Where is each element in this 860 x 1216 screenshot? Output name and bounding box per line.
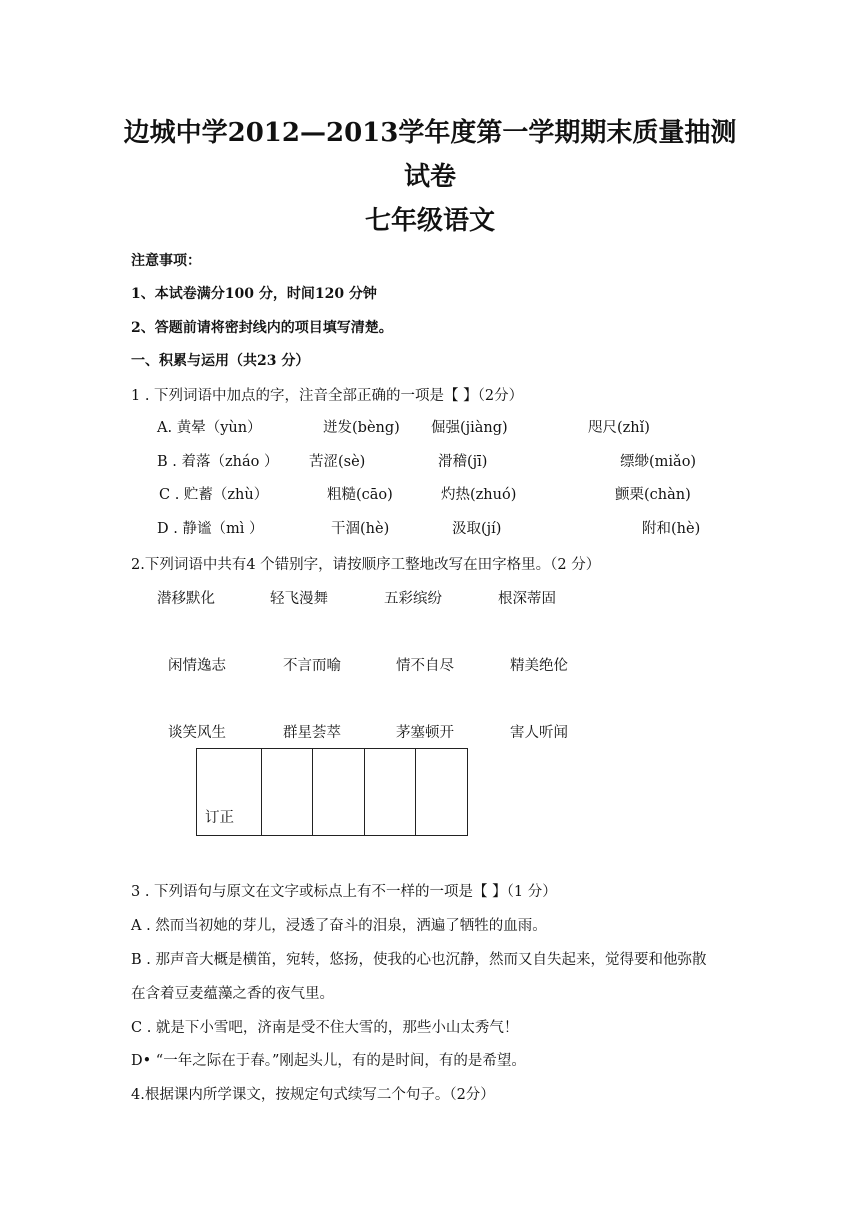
grid-answer-cell-1[interactable]: [261, 749, 313, 835]
q2-word: 群星荟萃: [283, 725, 341, 741]
q1-option-d: D . 静谧（mì ）: [157, 521, 264, 537]
q1-option-b-word3: 滑稽(jī): [438, 454, 488, 470]
q1-stem: 1 . 下列词语中加点的字，注音全部正确的一项是【 】（2分）: [131, 388, 524, 404]
q2-word: 闲情逸志: [168, 658, 226, 674]
notice-item-2: 2、答题前请将密封线内的项目填写清楚。: [131, 320, 393, 336]
q2-word: 害人听闻: [510, 725, 568, 741]
q2-word: 不言而喻: [283, 658, 341, 674]
q4-stem: 4.根据课内所学课文，按规定句式续写二个句子。（2分）: [131, 1087, 495, 1103]
q1-option-a-word2: 迸发(bèng): [323, 420, 400, 436]
q3-stem: 3 . 下列语句与原文在文字或标点上有不一样的一项是【 】（1 分）: [131, 884, 557, 900]
q2-word: 五彩缤纷: [384, 591, 442, 607]
q1-option-d-word2: 干涸(hè): [331, 521, 390, 537]
exam-title-line2: 试卷: [403, 162, 456, 192]
q1-option-b-word2: 苦涩(sè): [309, 454, 366, 470]
q3-option-b-cont: 在含着豆麦蕴藻之香的夜气里。: [131, 986, 334, 1002]
exam-title: 边城中学2012—2013学年度第一学期期末质量抽测: [123, 118, 737, 148]
q3-option-b: B . 那声音大概是横笛，宛转，悠扬，使我的心也沉静，然而又自失起来，觉得要和他弥散: [131, 952, 707, 968]
q1-option-a-word3: 倔强(jiàng): [431, 420, 508, 436]
q1-option-c-word2: 粗糙(cāo): [327, 487, 393, 503]
q1-option-a-word4: 咫尺(zhǐ): [588, 420, 650, 436]
q1-option-d-word4: 附和(hè): [642, 521, 701, 537]
q2-word: 谈笑风生: [168, 725, 226, 741]
q1-option-a: A. 黄晕（yùn）: [157, 420, 262, 436]
q1-option-d-word3: 汲取(jí): [452, 521, 502, 537]
grid-answer-cell-2[interactable]: [312, 749, 364, 835]
q3-option-a: A . 然而当初她的芽儿，浸透了奋斗的泪泉，洒遍了牺牲的血雨。: [131, 918, 547, 934]
q3-option-c: C . 就是下小雪吧，济南是受不住大雪的，那些小山太秀气！: [131, 1020, 519, 1036]
q1-option-b: B . 着落（zháo ）: [157, 454, 279, 470]
grid-label-cell: [197, 749, 261, 835]
correction-grid: [196, 748, 468, 836]
section-heading: 一、积累与运用（共23 分）: [131, 353, 310, 369]
q1-option-b-word4: 缥缈(miǎo): [620, 454, 697, 470]
exam-subject: 七年级语文: [364, 206, 495, 236]
q2-word: 根深蒂固: [498, 591, 556, 607]
q2-word: 精美绝伦: [510, 658, 568, 674]
grid-answer-cell-4[interactable]: [415, 749, 467, 835]
q1-option-c-word3: 灼热(zhuó): [441, 487, 517, 503]
q3-option-d: D• “一年之际在于春。”刚起头儿，有的是时间，有的是希望。: [131, 1053, 526, 1069]
grid-answer-cell-3[interactable]: [364, 749, 416, 835]
q2-word: 潜移默化: [157, 591, 215, 607]
q2-word: 茅塞顿开: [396, 725, 454, 741]
q1-option-c: C . 贮蓄（zhù）: [159, 487, 269, 503]
notice-heading: 注意事项：: [131, 253, 201, 269]
q2-stem: 2.下列词语中共有4 个错别字，请按顺序工整地改写在田字格里。（2 分）: [131, 557, 601, 573]
notice-item-1: 1、本试卷满分100 分，时间120 分钟: [131, 286, 377, 302]
q2-word: 轻飞漫舞: [270, 591, 328, 607]
grid-label: 订正: [205, 810, 234, 826]
q2-word: 情不自尽: [396, 658, 454, 674]
q1-option-c-word4: 颤栗(chàn): [615, 487, 691, 503]
